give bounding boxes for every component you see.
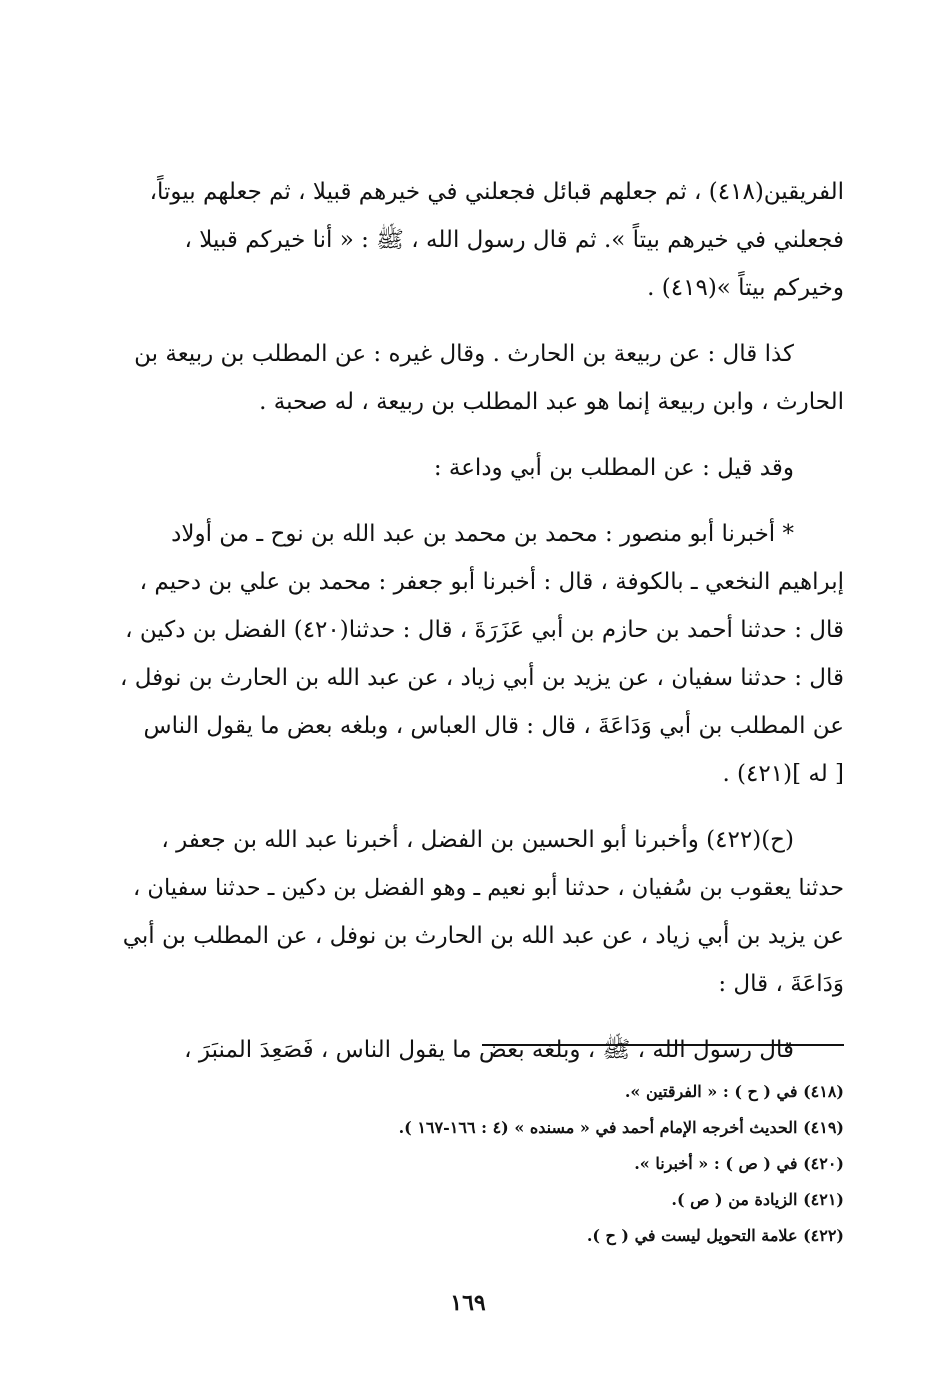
paragraph — [120, 330, 844, 426]
text-line: وقد قيل : عن المطلب بن أبي وداعة : — [433, 455, 794, 481]
paragraph — [120, 816, 844, 1008]
text-line: كذا قال : عن ربيعة بن الحارث . وقال غيره : عن المطلب بن ربيعة بن — [134, 341, 794, 367]
paragraph — [120, 510, 844, 798]
text-line: حدثنا يعقوب بن سُفيان ، حدثنا أبو نعيم ـ وهو الفضل بن دكين ـ حدثنا سفيان ، — [133, 875, 844, 901]
text-line: * أخبرنا أبو منصور : محمد بن محمد بن عبد الله بن نوح ـ من أولاد — [171, 521, 794, 547]
footnote: (٤٢٠) في ( ص ) : « أخبرنا ». — [634, 1154, 844, 1173]
paragraph-gap — [120, 426, 844, 444]
footnote: (٤١٨) في ( ح ) : « الفرقتين ». — [624, 1082, 844, 1101]
footnote: (٤٢١) الزيادة من ( ص ). — [671, 1190, 844, 1209]
paragraph-gap — [120, 492, 844, 510]
text-line: فجعلني في خيرهم بيتاً ». ثم قال رسول الله ، ﷺ : « أنا خيركم قبيلا ، — [184, 227, 844, 253]
footnotes-list — [120, 1074, 844, 1254]
text-line: الفريقين(٤١٨) ، ثم جعلهم قبائل فجعلني في خيرهم قبيلا ، ثم جعلهم بيوتاً، — [149, 179, 844, 205]
paragraph-gap — [120, 1008, 844, 1026]
paragraph-gap — [120, 798, 844, 816]
text-line: عن يزيد بن أبي زياد ، عن عبد الله بن الحارث بن نوفل ، عن المطلب بن أبي — [122, 923, 844, 949]
paragraph-gap — [120, 312, 844, 330]
text-line: عن المطلب بن أبي وَدَاعَةَ ، قال : قال العباس ، وبلغه بعض ما يقول الناس — [143, 713, 844, 739]
text-line: وخيركم بيتاً »(٤١٩) . — [647, 275, 844, 301]
text-line: قال : حدثنا سفيان ، عن يزيد بن أبي زياد ، عن عبد الله بن الحارث بن نوفل ، — [120, 665, 844, 691]
text-line: قال : حدثنا أحمد بن حازم بن أبي عَزَرَةَ ، قال : حدثنا(٤٢٠) الفضل بن دكين ، — [125, 617, 844, 643]
footnote: (٤١٩) الحديث أخرجه الإمام أحمد في « مسنده » (٤ : ١٦٦-١٦٧ ). — [398, 1118, 844, 1137]
page-number: ١٦٩ — [450, 1290, 486, 1316]
footnote: (٤٢٢) علامة التحويل ليست في ( ح ). — [586, 1226, 844, 1245]
footnote-divider — [482, 1044, 844, 1046]
paragraph — [120, 444, 844, 492]
text-line: (ح)(٤٢٢) وأخبرنا أبو الحسين بن الفضل ، أخبرنا عبد الله بن جعفر ، — [161, 827, 794, 853]
text-line: [ له ](٤٢١) . — [722, 761, 844, 787]
paragraph — [120, 1026, 844, 1074]
text-line: إبراهيم النخعي ـ بالكوفة ، قال : أخبرنا أبو جعفر : محمد بن علي بن دحيم ، — [139, 569, 844, 595]
paragraph — [120, 168, 844, 312]
main-text — [120, 168, 844, 1074]
text-line: وَدَاعَةَ ، قال : — [718, 971, 844, 997]
text-line: قال رسول الله ، ﷺ ، وبلغه بعض ما يقول الناس ، فَصَعِدَ المنبَرَ ، — [184, 1037, 794, 1063]
text-line: الحارث ، وابن ربيعة إنما هو عبد المطلب بن ربيعة ، له صحبة . — [259, 389, 844, 415]
